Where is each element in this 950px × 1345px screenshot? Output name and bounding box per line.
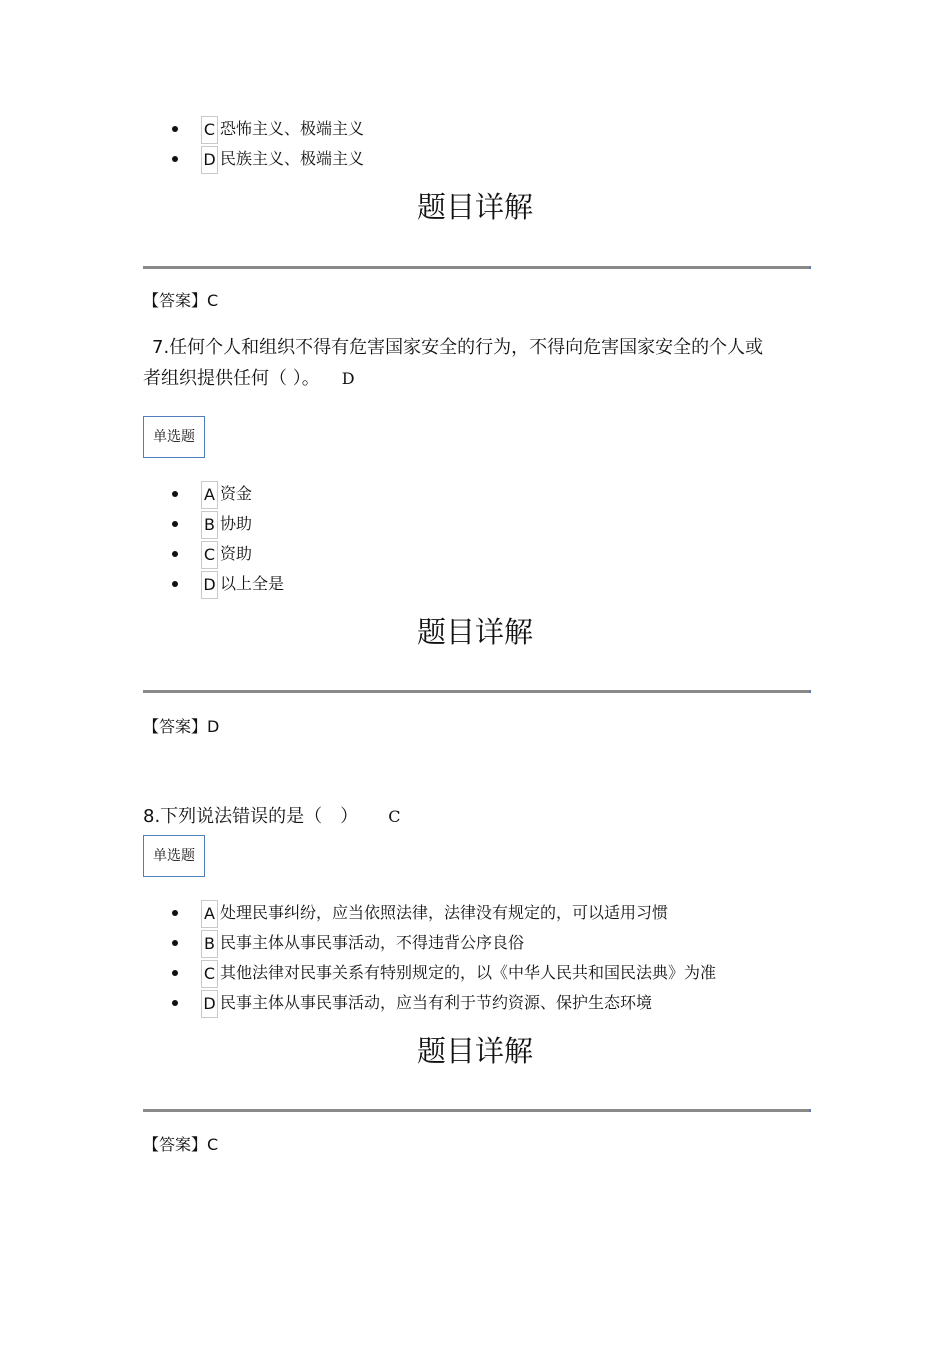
bullet-icon	[172, 126, 178, 132]
option-text: 民事主体从事民事活动，不得违背公序良俗	[220, 933, 525, 952]
option-text: 协助	[220, 514, 253, 533]
q8-question-text: 8.下列说法错误的是（ ）	[143, 806, 359, 827]
bullet-icon	[172, 581, 178, 587]
option-text: 资金	[220, 484, 253, 503]
bullet-icon	[172, 910, 178, 916]
q7-type-badge: 单选题	[143, 416, 205, 458]
bullet-icon	[172, 551, 178, 557]
bullet-icon	[172, 156, 178, 162]
option-text: 处理民事纠纷，应当依照法律，法律没有规定的，可以适用习惯	[220, 903, 669, 922]
q7-detail-heading: 题目详解	[416, 615, 533, 649]
q7-question-text: 者组织提供任何（ ）。	[143, 368, 320, 389]
option-letter[interactable]: D	[201, 990, 218, 1018]
answer-value: D	[207, 717, 220, 736]
option-text: 其他法律对民事关系有特别规定的，以《中华人民共和国民法典》为准	[220, 963, 717, 982]
q8-inline-answer: C	[388, 807, 401, 826]
option-text: 资助	[220, 544, 253, 563]
q8-detail-heading: 题目详解	[416, 1034, 533, 1068]
q8-answer	[143, 1134, 218, 1156]
option-text: 民族主义、极端主义	[220, 149, 365, 168]
option-text: 恐怖主义、极端主义	[220, 119, 365, 138]
option-letter[interactable]: A	[201, 900, 218, 928]
option-text: 以上全是	[220, 574, 285, 593]
option-letter[interactable]: C	[201, 541, 218, 569]
answer-prefix: 【答案】	[143, 717, 208, 736]
bullet-icon	[172, 940, 178, 946]
bullet-icon	[172, 491, 178, 497]
bullet-icon	[172, 1000, 178, 1006]
q7-divider	[143, 690, 810, 693]
q7-question-line2	[143, 363, 763, 394]
answer-value: C	[207, 291, 219, 310]
option-letter[interactable]: C	[201, 960, 218, 988]
option-letter[interactable]: D	[201, 571, 218, 599]
q7-question-line1: 7.任何个人和组织不得有危害国家安全的行为，不得向危害国家安全的个人或	[152, 337, 764, 358]
bullet-icon	[172, 970, 178, 976]
answer-value: C	[207, 1135, 219, 1154]
q8-divider	[143, 1109, 810, 1112]
q7-inline-answer: D	[341, 369, 355, 388]
q8-question	[143, 801, 400, 832]
option-letter[interactable]: D	[201, 146, 218, 174]
bullet-icon	[172, 521, 178, 527]
answer-prefix: 【答案】	[143, 291, 208, 310]
answer-prefix: 【答案】	[143, 1135, 208, 1154]
option-text: 民事主体从事民事活动，应当有利于节约资源、保护生态环境	[220, 993, 653, 1012]
q8-type-badge: 单选题	[143, 835, 205, 877]
option-letter[interactable]: B	[201, 511, 218, 539]
option-letter[interactable]: B	[201, 930, 218, 958]
q6-divider	[143, 266, 810, 269]
q6-answer	[143, 290, 218, 312]
option-letter[interactable]: C	[201, 116, 218, 144]
q7-answer	[143, 716, 219, 738]
option-letter[interactable]: A	[201, 481, 218, 509]
q7-question	[143, 332, 763, 394]
q6-detail-heading: 题目详解	[416, 190, 533, 224]
